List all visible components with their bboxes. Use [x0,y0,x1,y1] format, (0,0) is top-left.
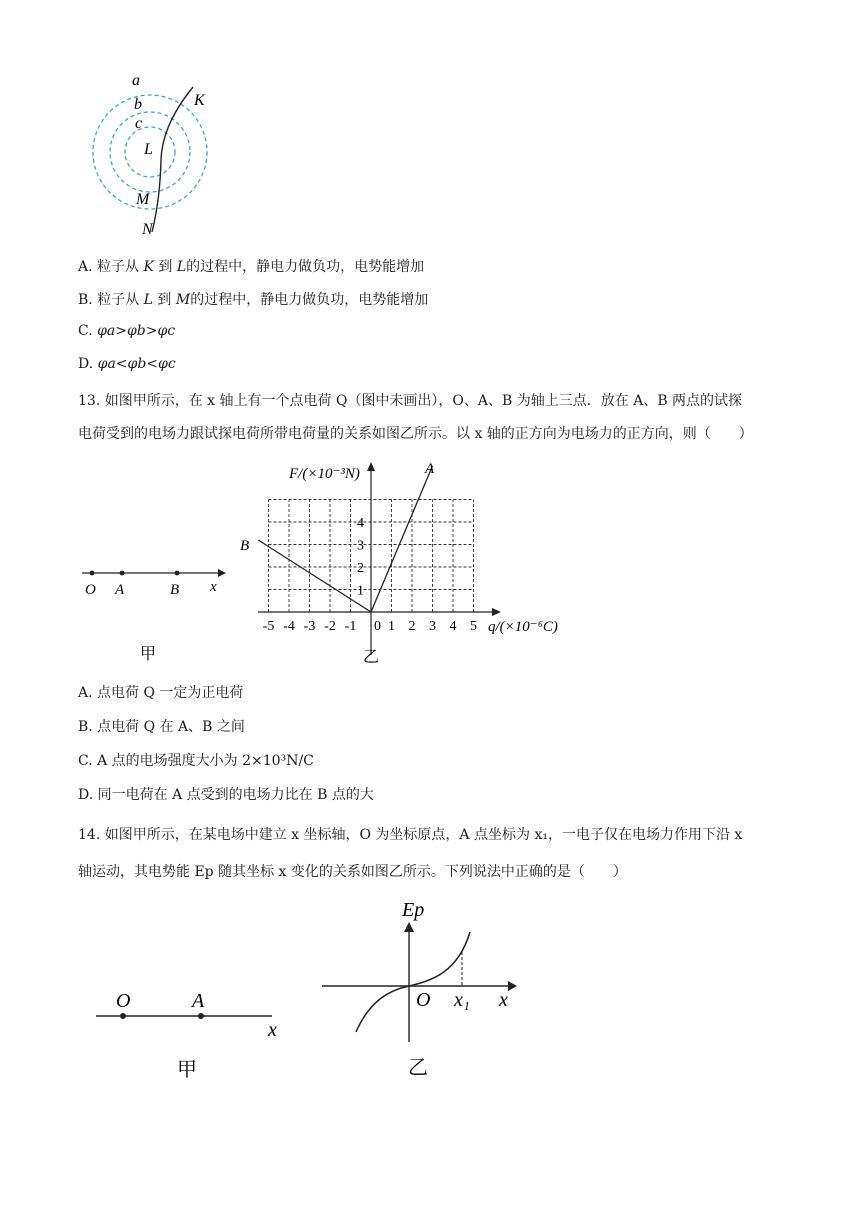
q13-option-b[interactable]: B. 点电荷 Q 在 A、B 之间 [78,719,245,735]
label-K: K [194,92,205,109]
label-x1: x₁ [454,989,470,1011]
ep-curve [356,932,470,1032]
q12-option-b[interactable]: B. 粒子从 L 到 M的过程中，静电力做负功，电势能增加 [78,292,429,308]
line-B [258,540,371,612]
f-axis-arrow [367,462,375,471]
label-O: O [85,582,96,598]
q13-stem-line1: 13. 如图甲所示，在 x 轴上有一个点电荷 Q（图中未画出），O、A、B 为轴上三点．放在 A、B 两点的试探 [78,393,743,409]
x-axis-arrow [508,981,517,991]
label-x: x [268,1019,277,1041]
q-axis-arrow [492,608,501,616]
q-axis-label: q/(×10⁻⁶C) [488,619,558,635]
x-tick-label: -2 [324,619,336,634]
label-M: M [136,191,150,208]
y-tick-label: 4 [357,516,364,531]
q13-figure-yi [236,455,566,670]
point-B [175,571,180,576]
label-A: A [115,582,125,598]
q12-option-a[interactable]: A. 粒子从 K 到 L的过程中，静电力做负功，电势能增加 [78,259,425,275]
x-tick-label: -4 [283,619,295,634]
y-tick-label: 3 [357,538,364,554]
q14-stem-line1: 14. 如图甲所示，在某电场中建立 x 坐标轴，O 为坐标原点，A 点坐标为 x₁，一电子仅在电场力作用下沿 x [78,827,743,843]
caption-yi: 乙 [363,649,380,666]
point-A [198,1013,204,1019]
caption-jia: 甲 [140,646,157,663]
label-A: A [192,990,205,1012]
point-O [90,571,95,576]
q13-option-d[interactable]: D. 同一电荷在 A 点受到的电场力比在 B 点的大 [78,787,374,803]
q13-option-a[interactable]: A. 点电荷 Q 一定为正电荷 [78,685,244,701]
label-A: A [425,461,435,477]
x-tick-label: 3 [429,619,436,634]
label-B: B [170,582,180,598]
point-O [120,1013,126,1019]
ep-axis-arrow [404,922,414,932]
q14-stem-line2: 轴运动，其电势能 Ep 随其坐标 x 变化的关系如图乙所示。下列说法中正确的是（ ） [78,864,627,880]
ep-axis-label: Ep [402,899,425,921]
line-A [371,466,433,612]
x-tick-label: -3 [303,619,316,634]
label-O: O [116,990,131,1012]
x-axis-arrow [218,569,226,577]
f-axis-label: F/(×10⁻³N) [289,466,360,482]
label-b: b [134,96,142,113]
label-c: c [135,115,143,132]
x-tick-label: 2 [408,619,416,634]
label-L: L [144,141,153,158]
x-tick-label: 4 [449,619,457,634]
q13-stem-line2: 电荷受到的电场力跟试探电荷所带电荷量的关系如图乙所示。以 x 轴的正方向为电场力的正方向，则（ ） [78,426,753,442]
y-tick-label: 2 [357,561,364,576]
x-tick-label: -1 [344,619,357,634]
caption-yi: 乙 [408,1057,428,1079]
q13-figure-jia [78,555,228,665]
y-tick-label: 1 [357,583,364,599]
x-tick-label: 5 [470,619,477,634]
label-x: x [499,989,508,1011]
x-tick-label: -5 [262,619,275,634]
q12-option-c[interactable]: C. φa>φb>φc [78,323,176,339]
label-N: N [142,221,153,238]
caption-jia: 甲 [177,1059,197,1081]
x-tick-label: 0 [374,619,381,634]
q12-figure [70,60,230,245]
label-O: O [416,989,431,1011]
label-a: a [132,72,140,89]
label-x: x [210,579,217,595]
label-B: B [240,538,250,554]
point-A [120,571,125,576]
q14-figure-yi [320,892,530,1082]
x-tick-label: 1 [388,619,395,634]
q13-option-c[interactable]: C. A 点的电场强度大小为 2×10³N/C [78,753,314,769]
q12-option-d[interactable]: D. φa<φb<φc [78,356,176,372]
q14-figure-jia [92,985,292,1085]
